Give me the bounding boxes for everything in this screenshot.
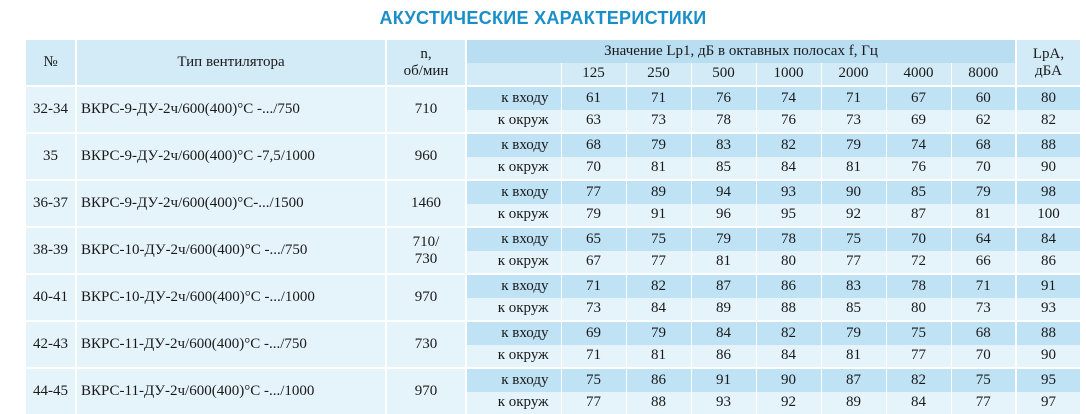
lp-value: 88 — [756, 298, 821, 322]
row-number: 40-41 — [26, 274, 76, 321]
lp-value: 89 — [821, 392, 886, 414]
position-inlet: к входу — [466, 227, 561, 251]
lp-value: 75 — [886, 321, 951, 345]
lp-value: 94 — [691, 180, 756, 204]
table-body — [26, 86, 1080, 414]
header-fan-type: Тип вентилятора — [76, 40, 386, 86]
table-row — [26, 227, 1080, 251]
row-number: 32-34 — [26, 86, 76, 133]
lp-value: 78 — [691, 110, 756, 134]
lpa-value: 93 — [1016, 298, 1080, 322]
table-row — [26, 274, 1080, 298]
position-env: к окруж — [466, 204, 561, 228]
position-env: к окруж — [466, 157, 561, 181]
lp-value: 88 — [626, 392, 691, 414]
lp-value: 80 — [756, 251, 821, 275]
lp-value: 83 — [821, 274, 886, 298]
lp-value: 81 — [821, 157, 886, 181]
lp-value: 77 — [561, 180, 626, 204]
lp-value: 81 — [626, 345, 691, 369]
lp-value: 82 — [756, 133, 821, 157]
page-title: АКУСТИЧЕСКИЕ ХАРАКТЕРИСТИКИ — [0, 8, 1086, 29]
lp-value: 79 — [951, 180, 1016, 204]
lp-value: 86 — [626, 368, 691, 392]
lp-value: 62 — [951, 110, 1016, 134]
lp-value: 76 — [886, 157, 951, 181]
fan-type: ВКРС-9-ДУ-2ч/600(400)°С-.../1500 — [76, 180, 386, 227]
lpa-value: 98 — [1016, 180, 1080, 204]
header-lpa-line2: дБА — [1017, 63, 1080, 80]
table-row — [26, 368, 1080, 392]
table-row — [26, 86, 1080, 110]
acoustic-table — [26, 40, 1080, 414]
position-inlet: к входу — [466, 86, 561, 110]
lp-value: 60 — [951, 86, 1016, 110]
fan-type: ВКРС-11-ДУ-2ч/600(400)°С -.../1000 — [76, 368, 386, 414]
lp-value: 69 — [561, 321, 626, 345]
row-number: 44-45 — [26, 368, 76, 414]
lpa-value: 91 — [1016, 274, 1080, 298]
lp-value: 81 — [691, 251, 756, 275]
lp-value: 78 — [756, 227, 821, 251]
lpa-value: 88 — [1016, 321, 1080, 345]
fan-type: ВКРС-9-ДУ-2ч/600(400)°С -.../750 — [76, 86, 386, 133]
lp-value: 84 — [691, 321, 756, 345]
lp-value: 91 — [626, 204, 691, 228]
lpa-value: 90 — [1016, 345, 1080, 369]
fan-type: ВКРС-9-ДУ-2ч/600(400)°С -7,5/1000 — [76, 133, 386, 180]
lp-value: 85 — [821, 298, 886, 322]
header-rpm — [386, 40, 466, 86]
position-inlet: к входу — [466, 274, 561, 298]
lp-value: 86 — [691, 345, 756, 369]
lp-value: 77 — [951, 392, 1016, 414]
rpm-line: 730 — [387, 251, 465, 268]
lp-value: 67 — [886, 86, 951, 110]
header-lpa — [1016, 40, 1080, 86]
header-freq: 125 — [561, 63, 626, 87]
lp-value: 76 — [756, 110, 821, 134]
header-rpm-line2: об/мин — [387, 63, 465, 80]
position-env: к окруж — [466, 251, 561, 275]
lp-value: 79 — [821, 321, 886, 345]
lp-value: 70 — [886, 227, 951, 251]
lp-value: 87 — [886, 204, 951, 228]
lp-value: 79 — [626, 321, 691, 345]
lp-value: 64 — [951, 227, 1016, 251]
lp-value: 70 — [951, 157, 1016, 181]
row-number: 42-43 — [26, 321, 76, 368]
lp-value: 73 — [626, 110, 691, 134]
rpm-line: 960 — [387, 148, 465, 165]
lp-value: 90 — [821, 180, 886, 204]
lp-value: 71 — [951, 274, 1016, 298]
lp-value: 81 — [951, 204, 1016, 228]
rpm-line: 970 — [387, 289, 465, 306]
lp-value: 84 — [626, 298, 691, 322]
lpa-value: 97 — [1016, 392, 1080, 414]
lp-value: 93 — [691, 392, 756, 414]
lp-value: 75 — [561, 368, 626, 392]
lp-value: 78 — [886, 274, 951, 298]
lp-value: 73 — [821, 110, 886, 134]
header-number: № — [26, 40, 76, 86]
lp-value: 77 — [626, 251, 691, 275]
lp-value: 71 — [821, 86, 886, 110]
lp-value: 79 — [561, 204, 626, 228]
lp-value: 72 — [886, 251, 951, 275]
fan-type: ВКРС-10-ДУ-2ч/600(400)°С -.../1000 — [76, 274, 386, 321]
rpm-line: 710 — [387, 101, 465, 118]
lp-value: 79 — [821, 133, 886, 157]
rpm-value — [386, 227, 466, 274]
lp-value: 87 — [821, 368, 886, 392]
lp-value: 92 — [821, 204, 886, 228]
lp-value: 76 — [691, 86, 756, 110]
position-env: к окруж — [466, 298, 561, 322]
lp-value: 84 — [756, 345, 821, 369]
lp-value: 74 — [756, 86, 821, 110]
lp-value: 61 — [561, 86, 626, 110]
row-number: 38-39 — [26, 227, 76, 274]
lp-value: 87 — [691, 274, 756, 298]
lp-value: 84 — [756, 157, 821, 181]
lp-value: 65 — [561, 227, 626, 251]
lp-value: 68 — [951, 321, 1016, 345]
fan-type: ВКРС-10-ДУ-2ч/600(400)°С -.../750 — [76, 227, 386, 274]
lp-value: 75 — [626, 227, 691, 251]
lp-value: 89 — [691, 298, 756, 322]
rpm-value — [386, 368, 466, 414]
lp-value: 75 — [821, 227, 886, 251]
lp-value: 84 — [886, 392, 951, 414]
lp-value: 83 — [691, 133, 756, 157]
header-freq: 8000 — [951, 63, 1016, 87]
lp-value: 96 — [691, 204, 756, 228]
lp-value: 77 — [821, 251, 886, 275]
rpm-line: 1460 — [387, 195, 465, 212]
lp-value: 82 — [626, 274, 691, 298]
lp-value: 80 — [886, 298, 951, 322]
lpa-value: 95 — [1016, 368, 1080, 392]
lp-value: 68 — [561, 133, 626, 157]
header-freq: 500 — [691, 63, 756, 87]
header-rpm-line1: n, — [387, 46, 465, 63]
header-lpa-line1: LpA, — [1017, 46, 1080, 63]
lp-value: 75 — [951, 368, 1016, 392]
lp-value: 95 — [756, 204, 821, 228]
lp-value: 63 — [561, 110, 626, 134]
lpa-value: 82 — [1016, 110, 1080, 134]
lp-value: 68 — [951, 133, 1016, 157]
lp-value: 69 — [886, 110, 951, 134]
lp-value: 82 — [756, 321, 821, 345]
position-inlet: к входу — [466, 180, 561, 204]
lp-value: 71 — [626, 86, 691, 110]
lp-value: 91 — [691, 368, 756, 392]
lp-value: 79 — [691, 227, 756, 251]
lp-value: 77 — [886, 345, 951, 369]
row-number: 35 — [26, 133, 76, 180]
lp-value: 90 — [756, 368, 821, 392]
lpa-value: 88 — [1016, 133, 1080, 157]
lp-value: 70 — [561, 157, 626, 181]
lp-value: 81 — [626, 157, 691, 181]
lp-value: 85 — [691, 157, 756, 181]
lpa-value: 84 — [1016, 227, 1080, 251]
table-row — [26, 321, 1080, 345]
lpa-value: 86 — [1016, 251, 1080, 275]
lp-value: 77 — [561, 392, 626, 414]
lp-value: 89 — [626, 180, 691, 204]
header-position-blank — [466, 63, 561, 87]
position-inlet: к входу — [466, 321, 561, 345]
lp-value: 81 — [821, 345, 886, 369]
lp-value: 73 — [951, 298, 1016, 322]
rpm-value — [386, 133, 466, 180]
table-row — [26, 180, 1080, 204]
lp-value: 74 — [886, 133, 951, 157]
lp-value: 71 — [561, 345, 626, 369]
header-lp: Значение Lp1, дБ в октавных полосах f, Гц — [466, 40, 1016, 63]
lp-value: 71 — [561, 274, 626, 298]
lpa-value: 100 — [1016, 204, 1080, 228]
lp-value: 93 — [756, 180, 821, 204]
rpm-value — [386, 321, 466, 368]
header-freq: 250 — [626, 63, 691, 87]
position-inlet: к входу — [466, 133, 561, 157]
lp-value: 73 — [561, 298, 626, 322]
header-freq: 4000 — [886, 63, 951, 87]
fan-type: ВКРС-11-ДУ-2ч/600(400)°С -.../750 — [76, 321, 386, 368]
position-env: к окруж — [466, 392, 561, 414]
header-freq: 2000 — [821, 63, 886, 87]
position-env: к окруж — [466, 110, 561, 134]
rpm-value — [386, 86, 466, 133]
row-number: 36-37 — [26, 180, 76, 227]
rpm-line: 730 — [387, 336, 465, 353]
lp-value: 86 — [756, 274, 821, 298]
lp-value: 92 — [756, 392, 821, 414]
rpm-value — [386, 274, 466, 321]
position-env: к окруж — [466, 345, 561, 369]
lpa-value: 80 — [1016, 86, 1080, 110]
lp-value: 66 — [951, 251, 1016, 275]
lpa-value: 90 — [1016, 157, 1080, 181]
lp-value: 70 — [951, 345, 1016, 369]
lp-value: 67 — [561, 251, 626, 275]
header-freq: 1000 — [756, 63, 821, 87]
lp-value: 82 — [886, 368, 951, 392]
position-inlet: к входу — [466, 368, 561, 392]
rpm-value — [386, 180, 466, 227]
rpm-line: 710/ — [387, 234, 465, 251]
rpm-line: 970 — [387, 383, 465, 400]
lp-value: 85 — [886, 180, 951, 204]
table-row — [26, 133, 1080, 157]
lp-value: 79 — [626, 133, 691, 157]
